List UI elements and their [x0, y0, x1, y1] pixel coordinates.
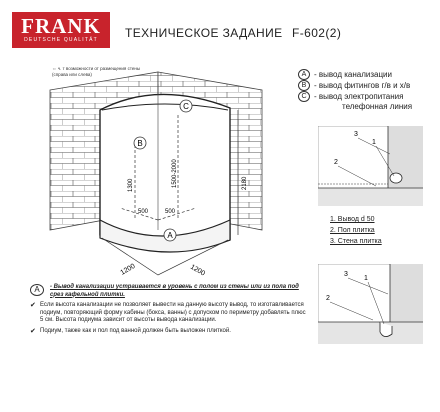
detail-label: 1	[364, 275, 368, 282]
detail-wall-outlet	[318, 126, 423, 206]
detail-floor-outlet	[318, 264, 423, 344]
installation-notes	[30, 284, 310, 335]
legend-letter: A	[298, 69, 310, 80]
cabin-shell	[100, 94, 230, 248]
drain-letter: A	[30, 284, 44, 296]
note-item-text: Подиум, также как и пол под ванной должен быть выложен плиткой.	[40, 327, 231, 334]
legend-text: - вывод фитингов г/в и х/в	[314, 81, 411, 90]
legend-text: - вывод электропитания	[314, 92, 404, 101]
brand-logo	[12, 12, 110, 48]
check-icon: ✔	[30, 327, 36, 335]
legend-letter: C	[298, 91, 310, 102]
detail-label: 1	[372, 139, 376, 146]
note-arrow-icon: ⇔	[52, 66, 57, 71]
detail-label: 3	[354, 131, 358, 138]
legend-item-b	[298, 80, 438, 91]
legend	[298, 69, 438, 112]
model-number: F-602(2)	[292, 26, 342, 40]
parts-list	[330, 214, 382, 247]
detail-label: 2	[326, 295, 330, 302]
marker-b: B	[137, 139, 143, 148]
dim-height-range: 1500-2000	[172, 159, 178, 188]
marker-c: C	[183, 102, 189, 111]
legend-subtext: телефонная линия	[342, 102, 413, 111]
dim-500-left: 500	[138, 209, 149, 215]
part-item: 3. Стена плитка	[330, 238, 382, 245]
legend-letter: B	[298, 80, 310, 91]
logo-text: FRANK	[21, 14, 101, 38]
part-item: 1. Вывод d 50	[330, 216, 375, 223]
dim-height-total: 2180	[242, 176, 248, 190]
detail-label: 2	[334, 159, 338, 166]
part-item: 2. Пол плитка	[330, 227, 375, 234]
drain-lead-text: - Вывод канализации устраивается в уровень с полом из стены или из пола под срез кафельной плитки.	[50, 284, 299, 298]
note-item-text: Если высота канализации не позволяет вывести на данную высоту вывод, то изготавливается подиум, повторяющий форму кабины (бокса, ванны) с допуском по периметру добавлять плюс 5 см. Высота подиума зависит от высоты вывода канализации.	[40, 302, 306, 323]
note-text: ч. т возможности от размещения стены (справа или слева)	[52, 66, 141, 77]
check-icon: ✔	[30, 302, 36, 309]
note-item	[30, 302, 310, 325]
dim-500-right: 500	[165, 209, 176, 215]
drain-note	[30, 284, 310, 299]
legend-item-a	[298, 69, 438, 80]
dim-width-right: 1200	[189, 263, 206, 278]
dim-width-left: 1200	[119, 262, 137, 277]
detail-label: 3	[344, 271, 348, 278]
note-item	[30, 328, 310, 336]
legend-text: - вывод канализации	[314, 70, 392, 79]
logo-tagline: DEUTSCHE QUALITÄT	[24, 37, 98, 43]
marker-a: A	[167, 231, 173, 240]
document-title: ТЕХНИЧЕСКОЕ ЗАДАНИЕ	[125, 26, 283, 40]
dim-height-1300: 1300	[128, 178, 134, 192]
shower-cabin-drawing	[40, 70, 290, 282]
